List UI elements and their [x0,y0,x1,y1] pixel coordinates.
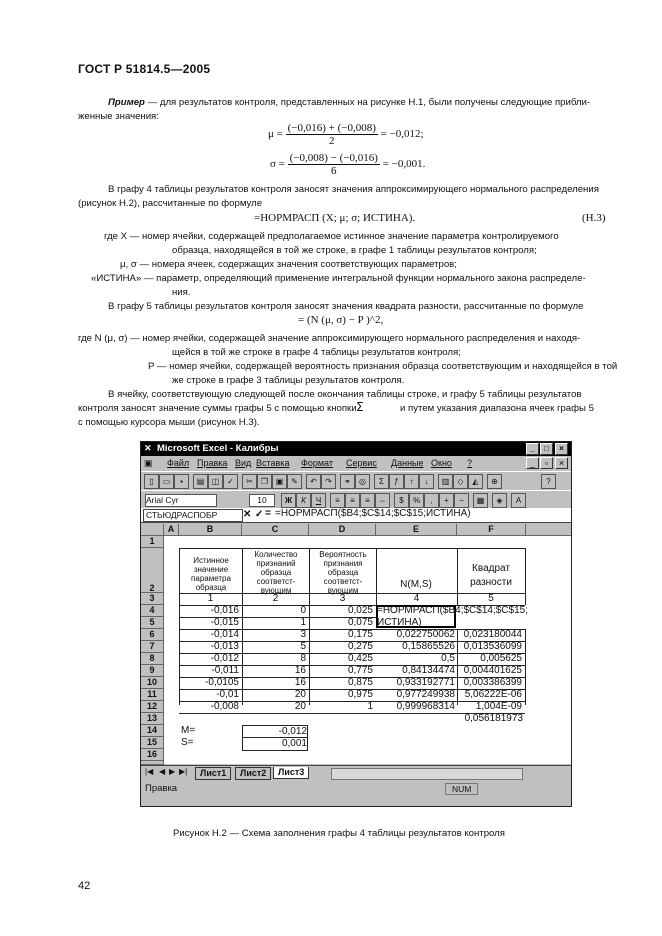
table-cell-c[interactable]: 1 [300,617,306,628]
select-all-corner[interactable] [141,524,164,536]
table-cell-f[interactable]: 0,023180044 [463,629,522,640]
row-header[interactable]: 12 [141,701,164,713]
table-cell-d[interactable]: 0,075 [347,617,373,628]
table-cell-c[interactable]: 16 [294,677,306,688]
s-label: S= [181,737,194,748]
autosum-button[interactable]: Σ [374,474,389,489]
column-header-c[interactable]: C [242,524,309,536]
header-cell-e: N(M,S) [400,579,432,590]
table-cell-e[interactable]: 0,022750062 [396,629,455,640]
increase-decimal-icon[interactable]: + [439,493,454,508]
paragraph-graph4-line1: В графу 4 таблицы результатов контроля заносят значения аппроксимирующего нормального распределения [108,184,599,195]
table-cell-d[interactable]: 0,975 [347,689,373,700]
def-x-cont: образца, находящейся в той же строке, в графе 1 таблицы результатов контроля; [172,245,537,256]
mu-result: = −0,012; [380,128,424,141]
spreadsheet-grid[interactable] [141,524,571,764]
document-header: ГОСТ Р 51814.5—2005 [78,62,211,76]
table-border [525,629,526,705]
merge-center-icon[interactable]: ⇔ [375,493,390,508]
last-sheet-icon[interactable]: ▶| [179,767,188,776]
new-icon[interactable]: ▯ [144,474,159,489]
chart-wizard-icon[interactable]: ▥ [438,474,453,489]
row-header[interactable]: 3 [141,593,164,605]
horizontal-scrollbar[interactable] [331,768,523,780]
align-left-icon[interactable]: ≡ [330,493,345,508]
def-istina-cont: ния. [172,287,191,298]
figure-caption: Рисунок Н.2 — Схема заполнения графы 4 таблицы результатов контроля [173,828,505,839]
table-cell-c[interactable]: 20 [294,701,306,712]
table-cell-f[interactable] [458,617,522,629]
row-header[interactable]: 9 [141,665,164,677]
menu-data[interactable]: Данные [391,458,424,468]
table-cell-f[interactable]: 0,013536099 [463,641,522,652]
mu-fraction [286,122,378,147]
undo-icon[interactable]: ↶ [306,474,321,489]
italic-button[interactable]: К [296,493,311,508]
format-painter-icon[interactable]: ✎ [287,474,302,489]
s-value-cell[interactable]: 0,001 [242,737,308,751]
menu-view[interactable]: Вид [235,458,252,468]
table-cell-d[interactable]: 1 [367,701,373,712]
status-bar [141,782,571,796]
column-header-f[interactable]: F [457,524,526,536]
table-cell-b[interactable]: -0,011 [211,665,239,676]
paragraph-sum-line2a: контроля заносят значение суммы графы 5 с помощью кнопки [78,403,357,414]
sort-desc-icon[interactable]: ↓ [419,474,434,489]
row-header[interactable]: 7 [141,641,164,653]
column-header-d[interactable]: D [309,524,376,536]
status-mode: Правка [145,783,178,794]
table-cell-e[interactable]: 0,933192771 [396,677,455,688]
help-icon[interactable]: ? [541,474,556,489]
formula-input[interactable]: =НОРМРАСП($B4;$C$14;$C$15;ИСТИНА) [275,508,471,519]
mu-denominator: 2 [328,135,335,147]
table-cell-b[interactable]: -0,008 [210,701,239,712]
first-sheet-icon[interactable]: |◀ [145,767,154,776]
table-cell-b[interactable]: -0,01 [216,689,239,700]
table-cell-d[interactable]: 0,425 [347,653,373,664]
table-cell-d[interactable]: 0,025 [347,605,373,616]
redo-icon[interactable]: ↷ [321,474,336,489]
def-n-cont: щейся в той же строке в графе 4 таблицы результатов контроля; [172,347,461,358]
underline-button[interactable]: Ч [311,493,326,508]
decrease-decimal-icon[interactable]: − [454,493,469,508]
open-icon[interactable]: ▭ [159,474,174,489]
def-p: P — номер ячейки, содержащей вероятность признания образца соответствующим и находящейся в той [148,361,618,372]
table-cell-c[interactable]: 5 [300,641,306,652]
menu-bar [141,457,571,470]
table-cell-b[interactable]: -0,015 [210,617,239,628]
print-icon[interactable]: ▤ [193,474,208,489]
paragraph-example [108,96,618,110]
table-cell-e[interactable]: 0,977249938 [396,689,455,700]
column-header-a[interactable]: A [164,524,179,536]
sigma-symbol: σ = [270,158,285,171]
excel-app-icon: ✕ [144,443,152,453]
preview-icon[interactable]: ◫ [208,474,223,489]
colnum-cell: 4 [413,593,420,604]
formula-bar [141,508,571,523]
maximize-button[interactable]: □ [540,443,553,455]
borders-icon[interactable]: ▦ [473,493,488,508]
row-header[interactable]: 6 [141,629,164,641]
header-cell-c: Количество признаний образца соответст-вующим [254,550,298,595]
bold-button[interactable]: Ж [281,493,296,508]
row-header[interactable]: 1 [141,536,164,548]
colnum-cell: 3 [339,593,346,604]
percent-icon[interactable]: % [409,493,424,508]
font-name-box[interactable]: Arial Cyr [145,494,217,507]
standard-toolbar [141,471,571,491]
def-n: где N (μ, σ) — номер ячейки, содержащей значение аппроксимирующего нормального распределения и находя- [78,333,581,344]
cancel-entry-icon[interactable]: ✕ [243,509,252,520]
sigma-denominator: 6 [331,165,337,177]
menu-help[interactable]: ? [467,458,473,468]
column-header-b[interactable]: B [179,524,242,536]
def-x: где X — номер ячейки, содержащей предполагаемое истинное значение параметра контролируемого [104,231,559,242]
doc-minimize-button[interactable]: _ [526,457,539,469]
table-cell-d[interactable]: 0,275 [347,641,373,652]
formula-square-diff: = (N (μ, σ) − P )^2, [298,314,384,326]
formula-h3: =НОРМРАСП (X; μ; σ; ИСТИНА). [254,212,416,224]
mu-formula [268,122,424,147]
menu-format[interactable]: Формат [301,458,333,468]
table-border [179,548,525,549]
paragraph-sum-line3: с помощью курсора мыши (рисунок Н.3). [78,417,260,428]
tab-sheet1[interactable]: Лист1 [195,767,231,780]
status-num: NUM [445,783,478,795]
row-header[interactable]: 16 [141,749,164,761]
cut-icon[interactable]: ✂ [242,474,257,489]
row-header[interactable]: 13 [141,713,164,725]
font-color-icon[interactable]: A [511,493,526,508]
sigma-numerator: (−0,008) − (−0,016) [289,152,378,164]
doc-close-button[interactable]: × [555,457,568,469]
table-cell-c[interactable]: 0 [300,605,306,616]
web-icon[interactable]: ◎ [355,474,370,489]
sort-asc-icon[interactable]: ↑ [404,474,419,489]
doc-restore-button[interactable]: ▫ [540,457,553,469]
example-lead: Пример [108,97,145,108]
row-header[interactable]: 10 [141,677,164,689]
confirm-entry-icon[interactable]: ✓ [255,509,264,520]
sheet-tabs-bar [141,765,571,780]
colnum-cell: 1 [207,593,214,604]
row-header[interactable]: 8 [141,653,164,665]
sigma-formula [270,152,425,177]
header-cell-b: Истинное значение параметра образца [191,556,231,592]
m-value-cell[interactable]: -0,012 [242,725,308,738]
row-header[interactable]: 11 [141,689,164,701]
mu-numerator: (−0,016) + (−0,008) [287,122,376,134]
column-header-rest [526,524,571,536]
align-center-icon[interactable]: ≡ [345,493,360,508]
paragraph-graph5: В графу 5 таблицы результатов контроля заносят значения квадрата разности, рассчитанные по формуле [108,301,584,312]
table-cell-f[interactable]: 5,06222E-06 [464,689,522,700]
table-cell-f[interactable]: 0,004401625 [463,665,522,676]
table-cell-f[interactable]: 0,003386399 [463,677,522,688]
table-cell-b[interactable]: -0,013 [210,641,239,652]
name-box[interactable]: СТЬЮДРАСПОБР [143,509,243,522]
table-cell-e[interactable]: 0,999968314 [396,701,455,712]
formatting-toolbar [141,490,571,510]
row-header[interactable]: 14 [141,725,164,737]
menu-insert[interactable]: Вставка [256,458,290,468]
currency-icon[interactable]: $ [394,493,409,508]
prev-sheet-icon[interactable]: ◀ [159,767,166,776]
save-icon[interactable]: ▪ [174,474,189,489]
paragraph-sum-line1: В ячейку, соответствующую следующей после окончания таблицы строке, и графу 5 таблицы результатов [108,389,582,400]
colnum-cell: 2 [272,593,279,604]
minimize-button[interactable]: _ [526,443,539,455]
table-cell-e[interactable]: 0,84134474 [402,665,455,676]
autosum-icon: Σ [356,400,364,414]
row-header[interactable]: 15 [141,737,164,749]
table-cell-e[interactable]: =НОРМРАСП($B4;$C$14;$C$15; [377,605,528,616]
zoom-icon[interactable]: ⊕ [487,474,502,489]
table-cell-c[interactable]: 8 [300,653,306,664]
tab-sheet3[interactable]: Лист3 [273,767,309,779]
row-header[interactable]: 2 [141,548,164,593]
table-cell-d[interactable]: 0,875 [347,677,373,688]
excel-title-bar [141,442,571,456]
sigma-result: = −0,001. [382,158,426,171]
thousands-icon[interactable]: , [424,493,439,508]
table-cell-f[interactable]: 1,004E-09 [475,701,522,712]
doc-icon: ▣ [144,458,153,468]
drawing-icon[interactable]: ◭ [468,474,483,489]
column-header-e[interactable]: E [376,524,457,536]
sigma-fraction [288,152,380,177]
table-cell-c[interactable]: 16 [294,665,306,676]
menu-file[interactable]: Файл [167,458,190,468]
excel-window [140,441,572,807]
table-cell-d[interactable]: 0,175 [347,629,373,640]
menu-tools[interactable]: Сервис [346,458,377,468]
table-cell-b[interactable]: -0,012 [210,653,239,664]
sum-cell[interactable]: 0,056181973 [464,713,523,724]
formula-h3-number: (Н.3) [582,212,606,224]
tab-sheet2[interactable]: Лист2 [235,767,271,780]
menu-window[interactable]: Окно [431,458,452,468]
map-icon[interactable]: ◇ [453,474,468,489]
def-p-cont: же строке в графе 3 таблицы результатов контроля. [172,375,405,386]
function-icon[interactable]: ƒ [389,474,404,489]
def-mu-sigma: μ, σ — номера ячеек, содержащих значения соответствующих параметров; [120,259,457,270]
paragraph-graph4-line2: (рисунок Н.2), рассчитанные по формуле [78,198,263,209]
next-sheet-icon[interactable]: ▶ [169,767,176,776]
table-cell-d[interactable]: 0,775 [347,665,373,676]
row-header[interactable]: 5 [141,617,164,629]
table-cell-b[interactable]: -0,016 [210,605,239,616]
colnum-cell: 5 [488,593,494,604]
table-cell-e[interactable]: 0,15865526 [402,641,455,652]
table-cell-c[interactable]: 20 [294,689,306,700]
fill-color-icon[interactable]: ◈ [492,493,507,508]
table-cell-e[interactable]: 0,5 [441,653,455,664]
copy-icon[interactable]: ❐ [257,474,272,489]
mu-symbol: μ = [268,128,283,141]
table-cell-c[interactable]: 3 [300,629,306,640]
hyperlink-icon[interactable]: ⚭ [340,474,355,489]
align-right-icon[interactable]: ≡ [360,493,375,508]
row-header[interactable]: 4 [141,605,164,617]
def-istina: «ИСТИНА» — параметр, определяющий применение интегральной функции нормального закона распределе- [91,273,586,284]
header-cell-f: Квадрат разности [470,563,512,588]
table-cell-b[interactable]: -0,0105 [205,677,239,688]
font-size-box[interactable]: 10 [249,494,275,507]
example-text: — для результатов контроля, представленных на рисунке Н.1, были получены следующие прибли- [144,97,591,108]
equals-icon[interactable]: = [265,508,271,519]
page-number: 42 [78,880,91,892]
table-cell-e[interactable]: ИСТИНА) [377,617,422,628]
header-cell-d: Вероятность признания образца соответст-вующим [319,550,367,595]
close-button[interactable]: × [555,443,568,455]
table-cell-f[interactable]: 0,005625 [480,653,522,664]
paragraph-example-line2: женные значения: [78,111,159,122]
paste-icon[interactable]: ▣ [272,474,287,489]
paragraph-sum-line2b: и путем указания диапазона ячеек графы 5 [400,403,594,414]
excel-title: Microsoft Excel - Калибры [157,443,279,454]
table-cell-b[interactable]: -0,014 [210,629,239,640]
table-border [525,548,526,605]
m-label: M= [181,725,196,736]
spell-icon[interactable]: ✓ [223,474,238,489]
menu-edit[interactable]: Правка [197,458,228,468]
